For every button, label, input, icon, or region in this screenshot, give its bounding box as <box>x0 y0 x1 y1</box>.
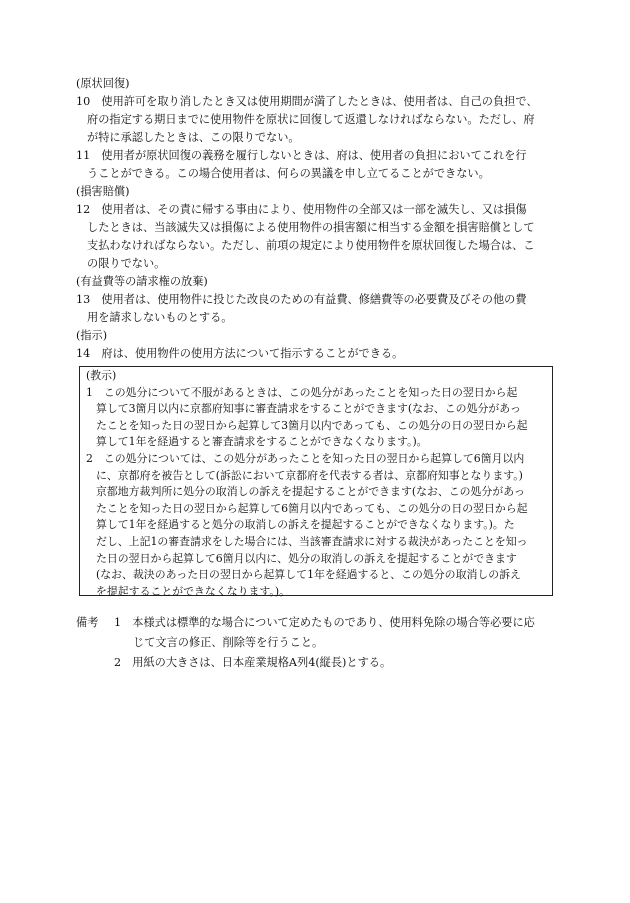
notice-item-2-line-3: 京都地方裁判所に処分の取消しの訴えを提起することができます(なお、この処分があっ <box>96 485 525 499</box>
notice-box <box>79 366 553 596</box>
article-11-line-2: うことができる。この場合使用者は、何らの異議を申し立てることができない。 <box>87 167 490 180</box>
article-11-line-1: 11 使用者が原状回復の義務を履行しないときは、府は、使用者の負担においてこれを行 <box>76 149 527 162</box>
heading-damages: (損害賠償) <box>76 185 130 198</box>
article-12-line-2: したときは、当該滅失又は損傷による使用物件の損害額に相当する金額を損害賠償として <box>87 221 535 234</box>
notice-item-1-line-1: 1 この処分について不服があるときは、この処分があったことを知った日の翌日から起 <box>86 385 518 399</box>
notice-item-1-line-3: たことを知った日の翌日から起算して3箇月以内であっても、この処分の日の翌日から起 <box>96 418 528 432</box>
notice-item-2-line-2: に、京都府を被告として(訴訟において京都府を代表する者は、京都府知事となります。) <box>96 468 523 482</box>
remarks-item-1-line-2: じて文言の修正、削除等を行うこと。 <box>133 636 324 649</box>
article-10-line-2: 府の指定する期日までに使用物件を原状に回復して返還しなければならない。ただし、府 <box>87 113 535 126</box>
heading-restoration: (原状回復) <box>76 77 130 90</box>
article-12-line-3: 支払わなければならない。ただし、前項の規定により使用物件を原状回復した場合は、こ <box>87 239 535 252</box>
notice-item-1-line-2: 算して3箇月以内に京都府知事に審査請求をすることができます(なお、この処分があっ <box>96 402 521 416</box>
article-10-line-1: 10 使用許可を取り消したとき又は使用期間が満了したときは、使用者は、自己の負担で、 <box>76 95 538 108</box>
notice-item-2-line-7: た日の翌日から起算して6箇月以内に、処分の取消しの訴えを提起することができます <box>96 551 517 565</box>
article-12-line-4: の限りでない。 <box>87 257 166 270</box>
notice-item-2-line-1: 2 この処分については、この処分があったことを知った日の翌日から起算して6箇月以内 <box>86 452 525 465</box>
remarks-item-1-line-1: 1 本様式は標準的な場合について定めたものであり、使用料免除の場合等必要に応 <box>114 616 535 629</box>
notice-item-1-line-4: 算して1年を経過すると審査請求をすることができなくなります。)。 <box>96 435 428 449</box>
notice-item-2-line-9: を提起することができなくなります。)。 <box>96 584 290 598</box>
article-12-line-1: 12 使用者は、その責に帰する事由により、使用物件の全部又は一部を滅失し、又は損傷 <box>76 203 527 216</box>
remarks-item-2-line-1: 2 用紙の大きさは、日本産業規格A列4(縦長)とする。 <box>114 656 392 669</box>
article-14-line-1: 14 府は、使用物件の使用方法について指示することができる。 <box>76 347 404 360</box>
article-13-line-2: 用を請求しないものとする。 <box>87 311 233 324</box>
notice-title: (教示) <box>86 369 117 382</box>
article-13-line-1: 13 使用者は、使用物件に投じた改良のための有益費、修繕費等の必要費及びその他の費 <box>76 293 527 306</box>
article-10-line-3: が特に承認したときは、この限りでない。 <box>87 131 300 144</box>
notice-item-2-line-6: だし、上記1の審査請求をした場合には、当該審査請求に対する裁決があったことを知っ <box>96 535 528 548</box>
notice-item-2-line-8: (なお、裁決のあった日の翌日から起算して1年を経過すると、この処分の取消しの訴え <box>96 568 521 582</box>
remarks-label: 備考 <box>76 616 99 629</box>
notice-item-2-line-5: 算して1年を経過すると処分の取消しの訴えを提起することができなくなります。)。た <box>96 518 515 532</box>
heading-waiver: (有益費等の請求権の放棄) <box>76 275 208 288</box>
notice-item-2-line-4: たことを知った日の翌日から起算して6箇月以内であっても、この処分の日の翌日から起 <box>96 501 528 515</box>
heading-instruction: (指示) <box>76 329 108 342</box>
